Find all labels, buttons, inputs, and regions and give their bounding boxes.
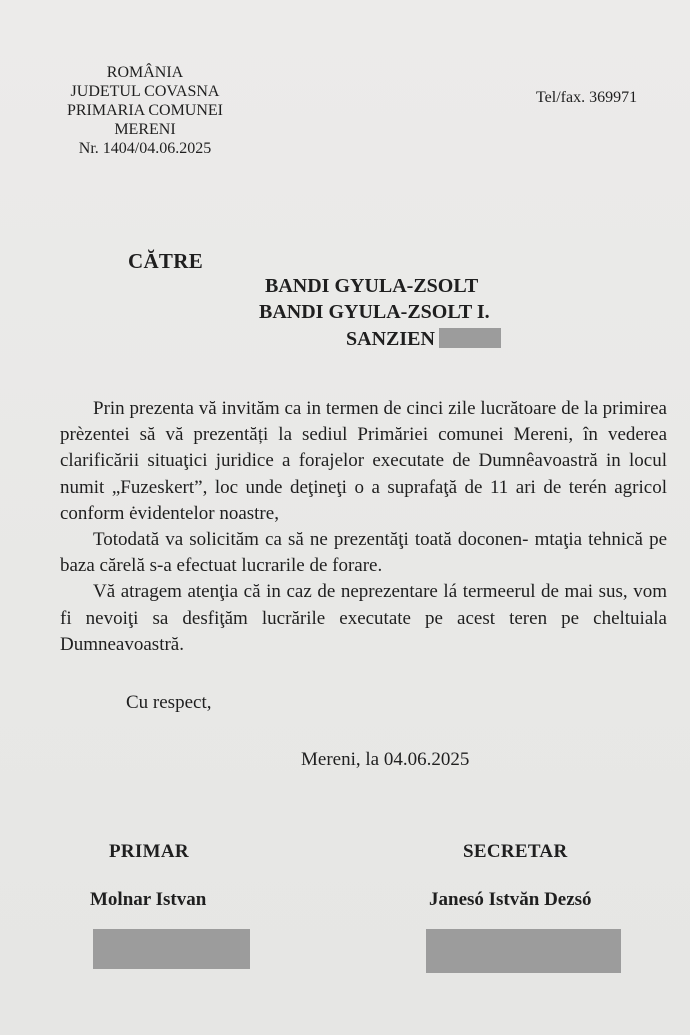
letter-body: [60, 396, 667, 658]
place-and-date: Mereni, la 04.06.2025: [301, 749, 470, 770]
body-paragraph-3: Vă atragem atenţia că in caz de neprezentare lá termeerul de mai sus, vom fi nevoiţi sa desfiţăm lucrările executate pe acest teren pe cheltuiala Dumneavoastră.: [60, 581, 667, 655]
recipient-salutation: CĂTRE: [128, 249, 204, 273]
recipient-name-2: BANDI GYULA-ZSOLT I.: [259, 301, 490, 323]
redacted-mayor-signature: [93, 929, 250, 969]
country-line: ROMÂNIA: [106, 64, 184, 81]
contact-phone-fax: Tel/fax. 369971: [536, 89, 638, 106]
body-paragraph-2: Totodată va solicităm ca să ne prezentăţi toată doconen- mtaţia tehnică pe baza cărelă s-a efectuat lucrarile de forare.: [60, 529, 667, 577]
body-paragraph-1: Prin prezenta vă invităm ca in termen de cinci zile lucrătoare de la primirea prèzentei să vă prezentăți la sediul Primăriei comunei Mereni, în vederea clarificării situaţici juridice a forajelor executate de Dumnêavoastră in locul numit „Fuzeskert”, loc unde deţineţi o a suprafaţă de 11 ari de terén agricol conform ėvidentelor noastre,: [60, 398, 667, 524]
registration-number: Nr. 1404/04.06.2025: [78, 140, 212, 157]
commune-line: MERENI: [114, 121, 176, 138]
recipient-village: SANZIEN: [346, 328, 435, 350]
issuing-authority-block: [40, 63, 250, 158]
recipient-address: [346, 328, 501, 351]
recipient-name-1: BANDI GYULA-ZSOLT: [265, 275, 479, 297]
city-hall-line: PRIMARIA COMUNEI: [66, 102, 223, 119]
county-line: JUDETUL COVASNA: [70, 83, 220, 100]
redacted-address-block: [439, 328, 501, 348]
redacted-secretary-signature: [426, 929, 621, 973]
mayor-title: PRIMAR: [109, 841, 189, 862]
mayor-name: Molnar Istvan: [90, 889, 207, 910]
secretary-title: SECRETAR: [463, 841, 568, 862]
secretary-name: Janesó Istvăn Dezsó: [429, 889, 592, 910]
closing-respect: Cu respect,: [126, 692, 212, 713]
